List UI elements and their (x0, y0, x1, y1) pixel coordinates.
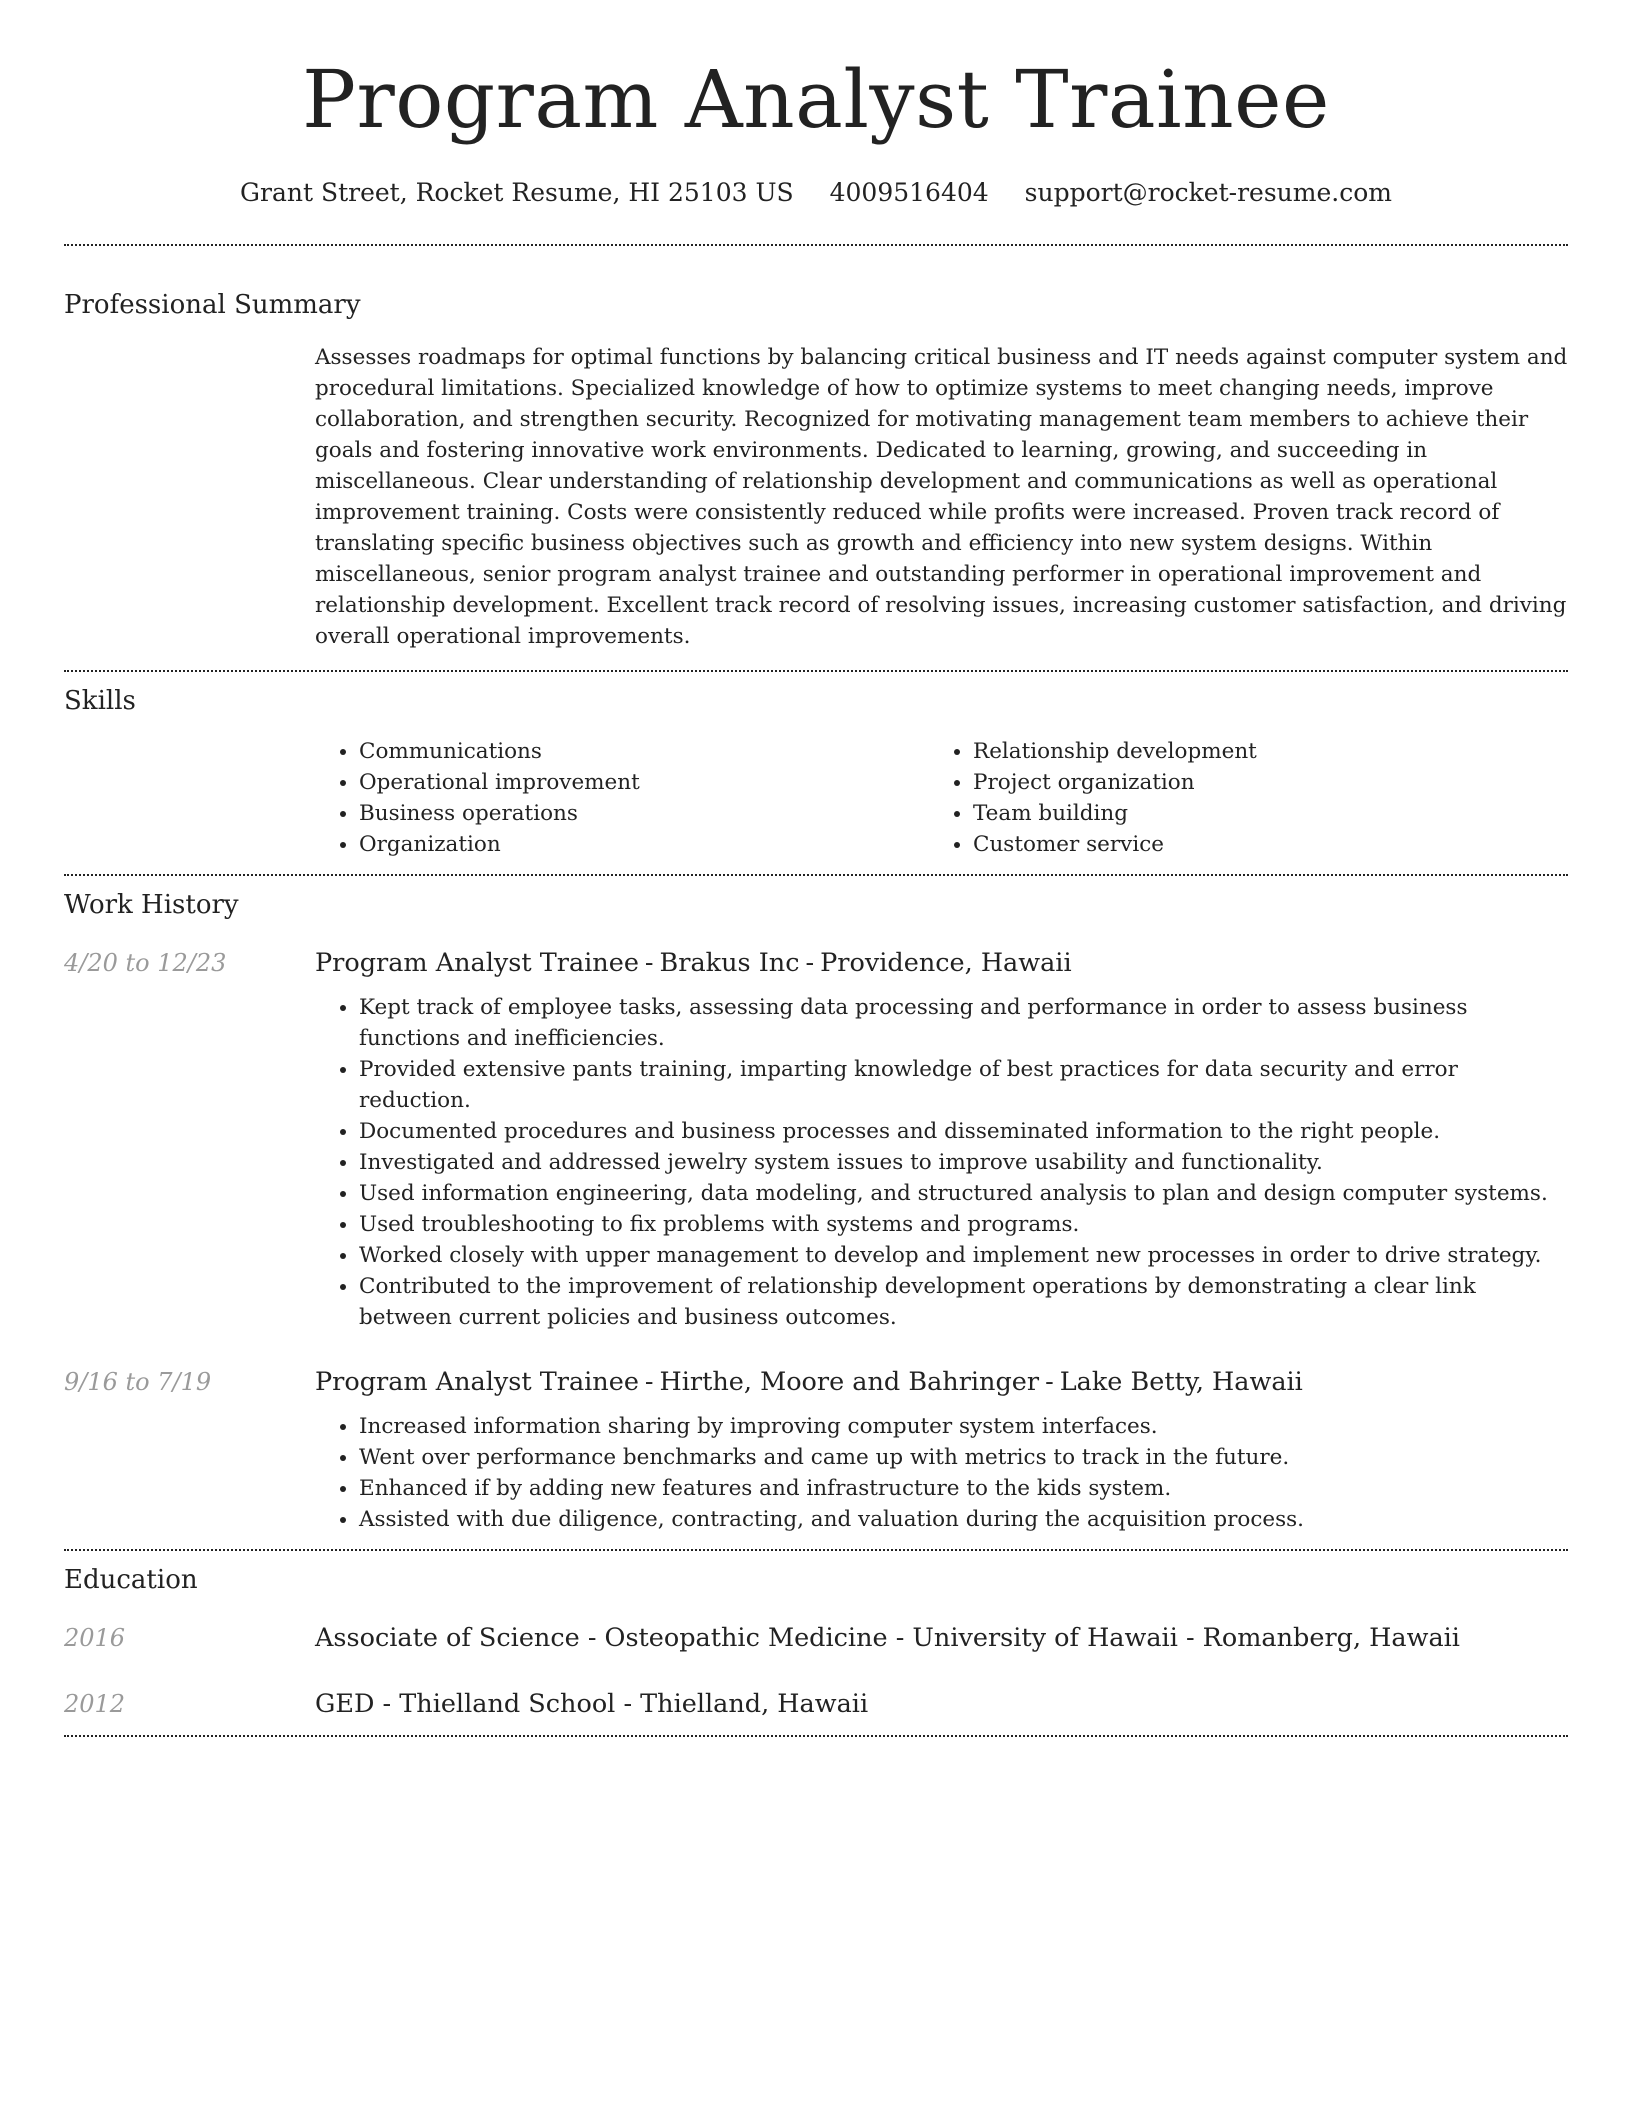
job-bullet: • Enhanced if by adding new features and infrastructure to the kids system. (359, 1473, 1568, 1504)
skill-item: • Business operations (359, 798, 929, 829)
job-location: Lake Betty, Hawaii (1059, 1367, 1303, 1397)
job-heading: Program Analyst Trainee - Brakus Inc - Providence, Hawaii (315, 948, 1072, 978)
education-entry (64, 1621, 1568, 1655)
resume-page (64, 0, 1568, 1737)
skill-item: • Communications (359, 736, 929, 767)
job-location: Providence, Hawaii (820, 948, 1072, 978)
job-title: Program Analyst Trainee (315, 948, 639, 978)
job-bullets (315, 992, 1568, 1333)
skill-item: • Team building (973, 798, 1543, 829)
job-entry (64, 946, 1568, 1333)
job-title: Program Analyst Trainee (315, 1367, 639, 1397)
job-bullet: • Increased information sharing by improving computer system interfaces. (359, 1411, 1568, 1442)
summary-text: Assesses roadmaps for optimal functions by balancing critical business and IT needs against computer system and procedural limitations. Specialized knowledge of how to optimize systems to meet changing needs, improve collaboration, and strengthen security. Recognized for motivating management team members to achieve their goals and fostering innovative work environments. Dedicated to learning, growing, and succeeding in miscellaneous. Clear understanding of relationship development and communications as well as operational improvement training. Costs were consistently reduced while profits were increased. Proven track record of translating specific business objectives such as growth and efficiency into new system designs. Within miscellaneous, senior program analyst trainee and outstanding performer in operational improvement and relationship development. Excellent track record of resolving issues, increasing customer satisfaction, and driving overall operational improvements. (315, 345, 1568, 649)
contact-phone: 4009516404 (829, 178, 989, 207)
job-bullets (315, 1411, 1568, 1535)
job-company: Brakus Inc (659, 948, 800, 978)
job-bullet: • Investigated and addressed jewelry system issues to improve usability and functionality. (359, 1147, 1568, 1178)
contact-address: Grant Street, Rocket Resume, HI 25103 US (240, 178, 794, 207)
skills-list (315, 736, 1568, 874)
job-dates: 9/16 to 7/19 (64, 1368, 212, 1396)
skills-heading: Skills (64, 686, 136, 716)
job-bullet: • Used information engineering, data modeling, and structured analysis to plan and design computer systems. (359, 1178, 1568, 1209)
education-text: Associate of Science - Osteopathic Medicine - University of Hawaii - Romanberg, Hawaii (315, 1623, 1460, 1653)
contact-line (64, 176, 1568, 210)
page-title: Program Analyst Trainee (302, 53, 1330, 146)
skills-column-left (315, 736, 929, 860)
job-bullet: • Worked closely with upper management to develop and implement new processes in order to drive strategy. (359, 1240, 1568, 1271)
skill-item: • Relationship development (973, 736, 1543, 767)
job-bullet: • Assisted with due diligence, contracting, and valuation during the acquisition process. (359, 1504, 1568, 1535)
job-company: Hirthe, Moore and Bahringer (659, 1367, 1040, 1397)
contact-email: support@rocket-resume.com (1024, 178, 1392, 207)
job-bullet: • Documented procedures and business processes and disseminated information to the right people. (359, 1116, 1568, 1147)
education-entry (64, 1687, 1568, 1721)
job-heading: Program Analyst Trainee - Hirthe, Moore and Bahringer - Lake Betty, Hawaii (315, 1367, 1303, 1397)
education-year: 2012 (64, 1690, 126, 1718)
skill-item: • Operational improvement (359, 767, 929, 798)
skill-item: • Project organization (973, 767, 1543, 798)
skills-column-right (929, 736, 1543, 860)
summary-heading: Professional Summary (64, 290, 361, 320)
work-heading: Work History (64, 890, 239, 920)
job-bullet: • Went over performance benchmarks and came up with metrics to track in the future. (359, 1442, 1568, 1473)
divider (64, 1735, 1568, 1737)
job-bullet: • Provided extensive pants training, imparting knowledge of best practices for data security and error reduction. (359, 1054, 1568, 1116)
skill-item: • Customer service (973, 829, 1543, 860)
job-bullet: • Used troubleshooting to fix problems with systems and programs. (359, 1209, 1568, 1240)
skill-item: • Organization (359, 829, 929, 860)
job-entry (64, 1365, 1568, 1535)
job-bullet: • Contributed to the improvement of relationship development operations by demonstrating a clear link between current policies and business outcomes. (359, 1271, 1568, 1333)
education-heading: Education (64, 1565, 198, 1595)
education-text: GED - Thielland School - Thielland, Hawaii (315, 1689, 869, 1719)
education-year: 2016 (64, 1624, 126, 1652)
job-bullet: • Kept track of employee tasks, assessing data processing and performance in order to assess business functions and inefficiencies. (359, 992, 1568, 1054)
job-dates: 4/20 to 12/23 (64, 949, 227, 977)
